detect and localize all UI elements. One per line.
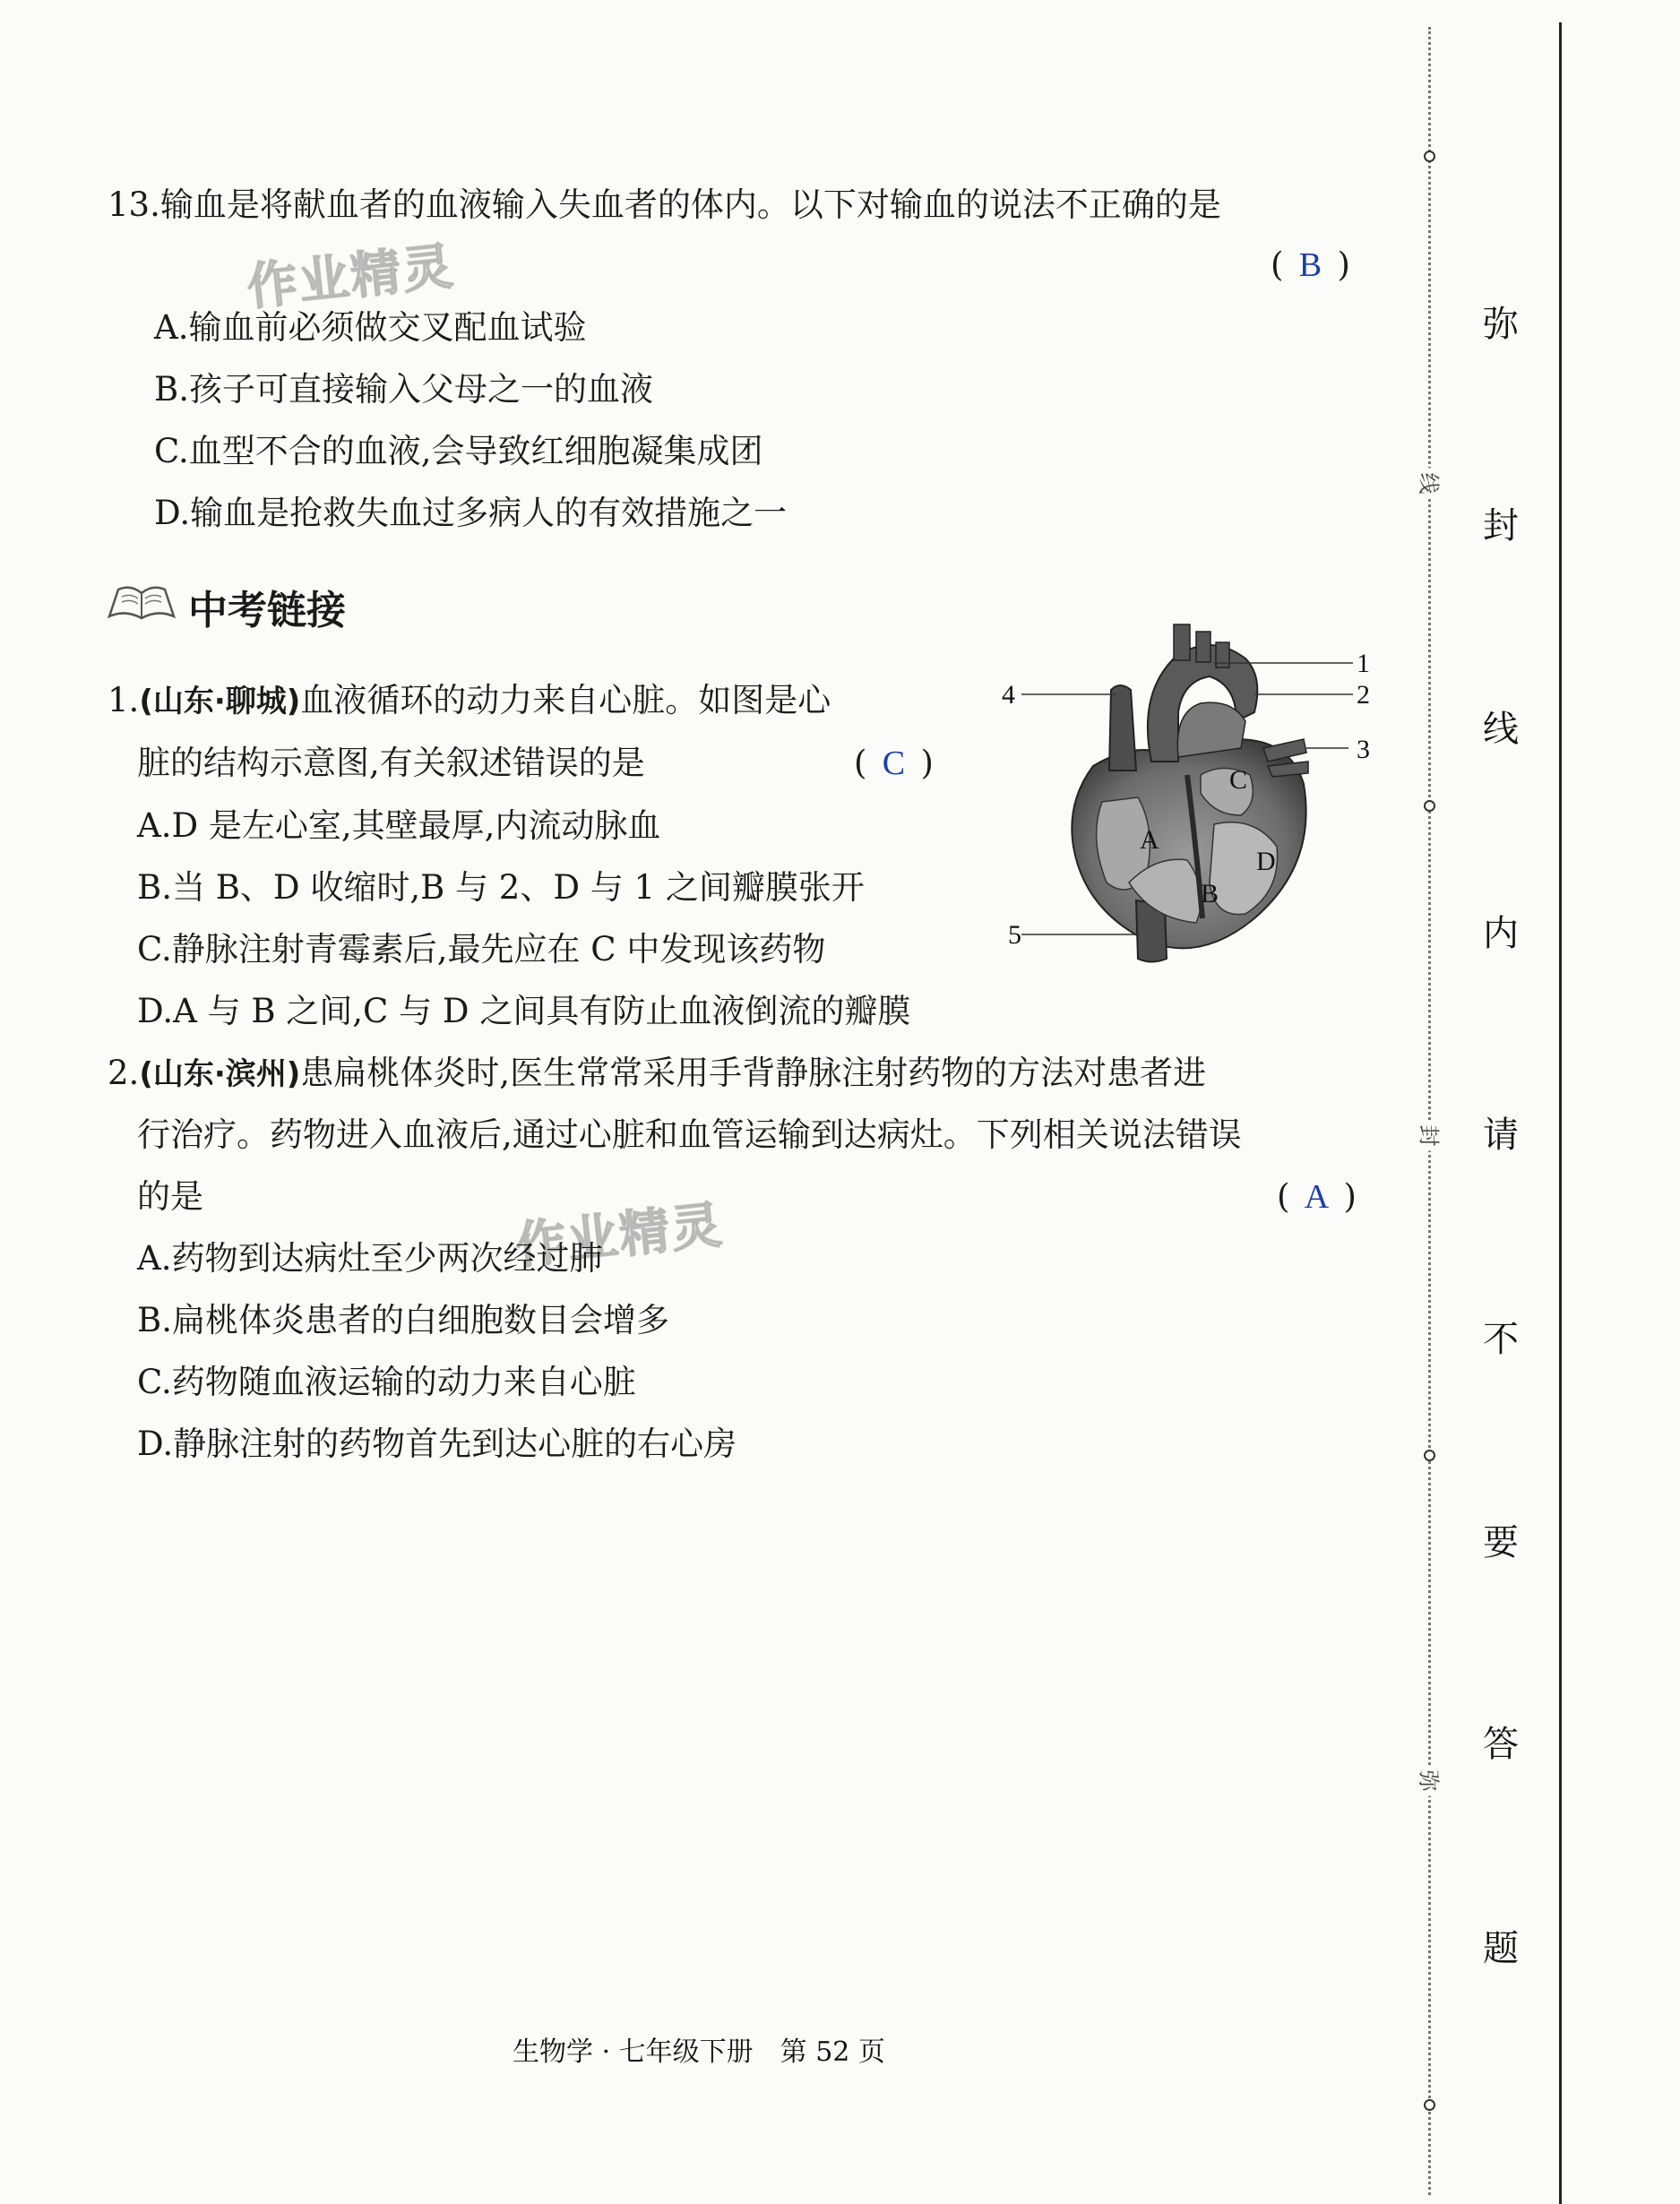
page-footer: 生物学 · 七年级下册 第 52 页: [513, 2036, 885, 2068]
q13-option-c: C.血型不合的血液,会导致红细胞凝集成团: [154, 432, 763, 470]
q1-stem-line1: [108, 679, 831, 723]
q13-answer: B: [1298, 246, 1322, 284]
label-chamber-d: D: [1256, 847, 1276, 876]
q2-option-c: C.药物随血液运输的动力来自心脏: [137, 1363, 636, 1401]
label-2: 2: [1357, 680, 1370, 710]
pulmonary-artery: [1177, 702, 1245, 757]
side-text-7: 答: [1483, 1724, 1519, 1765]
q2-answer-bracket: ( A ): [1277, 1175, 1357, 1218]
q1-stem: 血液循环的动力来自心脏。如图是心: [300, 681, 831, 719]
q2-stem: 患扁桃体炎时,医生常常采用手背静脉注射药物的方法对患者进: [300, 1054, 1207, 1092]
q1-answer: C: [882, 745, 906, 782]
label-3: 3: [1357, 735, 1370, 764]
q2-stem-line2: 行治疗。药物进入血液后,通过心脏和血管运输到达病灶。下列相关说法错误: [137, 1115, 1242, 1154]
open-book-icon: [106, 582, 177, 624]
page-edge-line: [1559, 22, 1562, 2204]
q2-option-d: D.静脉注射的药物首先到达心脏的右心房: [137, 1425, 737, 1463]
q1-stem-line2: 脏的结构示意图,有关叙述错误的是: [137, 744, 645, 782]
label-chamber-a: A: [1140, 825, 1159, 855]
margin-label-seal: 封: [1416, 1121, 1447, 1151]
q1-source: (山东·聊城): [139, 684, 301, 719]
label-chamber-c: C: [1229, 765, 1248, 795]
side-text-3: 内: [1483, 913, 1519, 954]
q2-number: 2.: [108, 1054, 140, 1092]
q1-option-d: D.A 与 B 之间,C 与 D 之间具有防止血液倒流的瓣膜: [137, 992, 911, 1030]
q13-stem: 13.输血是将献血者的血液输入失血者的体内。以下对输血的说法不正确的是: [108, 185, 1221, 224]
side-text-6: 要: [1483, 1522, 1519, 1563]
label-4: 4: [1002, 680, 1015, 710]
q13-option-b: B.孩子可直接输入父母之一的血液: [154, 370, 653, 409]
watermark-middle: 作业精灵: [513, 1196, 727, 1276]
margin-label-line: 线: [1416, 469, 1447, 499]
binding-circle-4: [1424, 2099, 1435, 2111]
q1-number: 1.: [108, 681, 140, 719]
q1-option-b: B.当 B、D 收缩时,B 与 2、D 与 1 之间瓣膜张开: [137, 868, 865, 907]
q1-answer-bracket: ( C ): [854, 742, 934, 785]
binding-dotted-line: [1428, 27, 1431, 2195]
q13-option-d: D.输血是抢救失血过多病人的有效措施之一: [154, 494, 788, 532]
binding-circle-3: [1424, 1450, 1435, 1461]
q2-answer: A: [1304, 1178, 1330, 1216]
margin-label-closure: 弥: [1416, 1766, 1447, 1796]
binding-circle-2: [1424, 800, 1435, 812]
watermark-top: 作业精灵: [244, 237, 458, 317]
label-1: 1: [1357, 649, 1370, 678]
label-chamber-b: B: [1201, 879, 1219, 908]
q1-option-c: C.静脉注射青霉素后,最先应在 C 中发现该药物: [137, 930, 826, 969]
q2-option-a: A.药物到达病灶至少两次经过肺: [137, 1239, 603, 1278]
vena-cava-superior: [1109, 685, 1136, 771]
side-text-1: 封: [1483, 505, 1519, 547]
q2-stem-line3: 的是: [137, 1177, 203, 1216]
q13-option-a: A.输血前必须做交叉配血试验: [154, 308, 587, 347]
label-5: 5: [1008, 920, 1021, 950]
section-title: 中考链接: [188, 588, 346, 633]
side-text-2: 线: [1483, 709, 1519, 750]
side-text-4: 请: [1483, 1115, 1519, 1156]
q1-option-a: A.D 是左心室,其壁最厚,内流动脉血: [137, 806, 661, 845]
side-text-8: 题: [1483, 1928, 1519, 1969]
heart-diagram: [995, 614, 1389, 968]
side-text-5: 不: [1483, 1319, 1519, 1360]
side-text-0: 弥: [1483, 304, 1519, 345]
q2-stem-line1: [108, 1052, 1206, 1096]
binding-circle-1: [1424, 151, 1435, 162]
q2-option-b: B.扁桃体炎患者的白细胞数目会增多: [137, 1301, 669, 1339]
q13-answer-bracket: ( B ): [1271, 244, 1350, 287]
q2-source: (山东·滨州): [139, 1056, 301, 1092]
